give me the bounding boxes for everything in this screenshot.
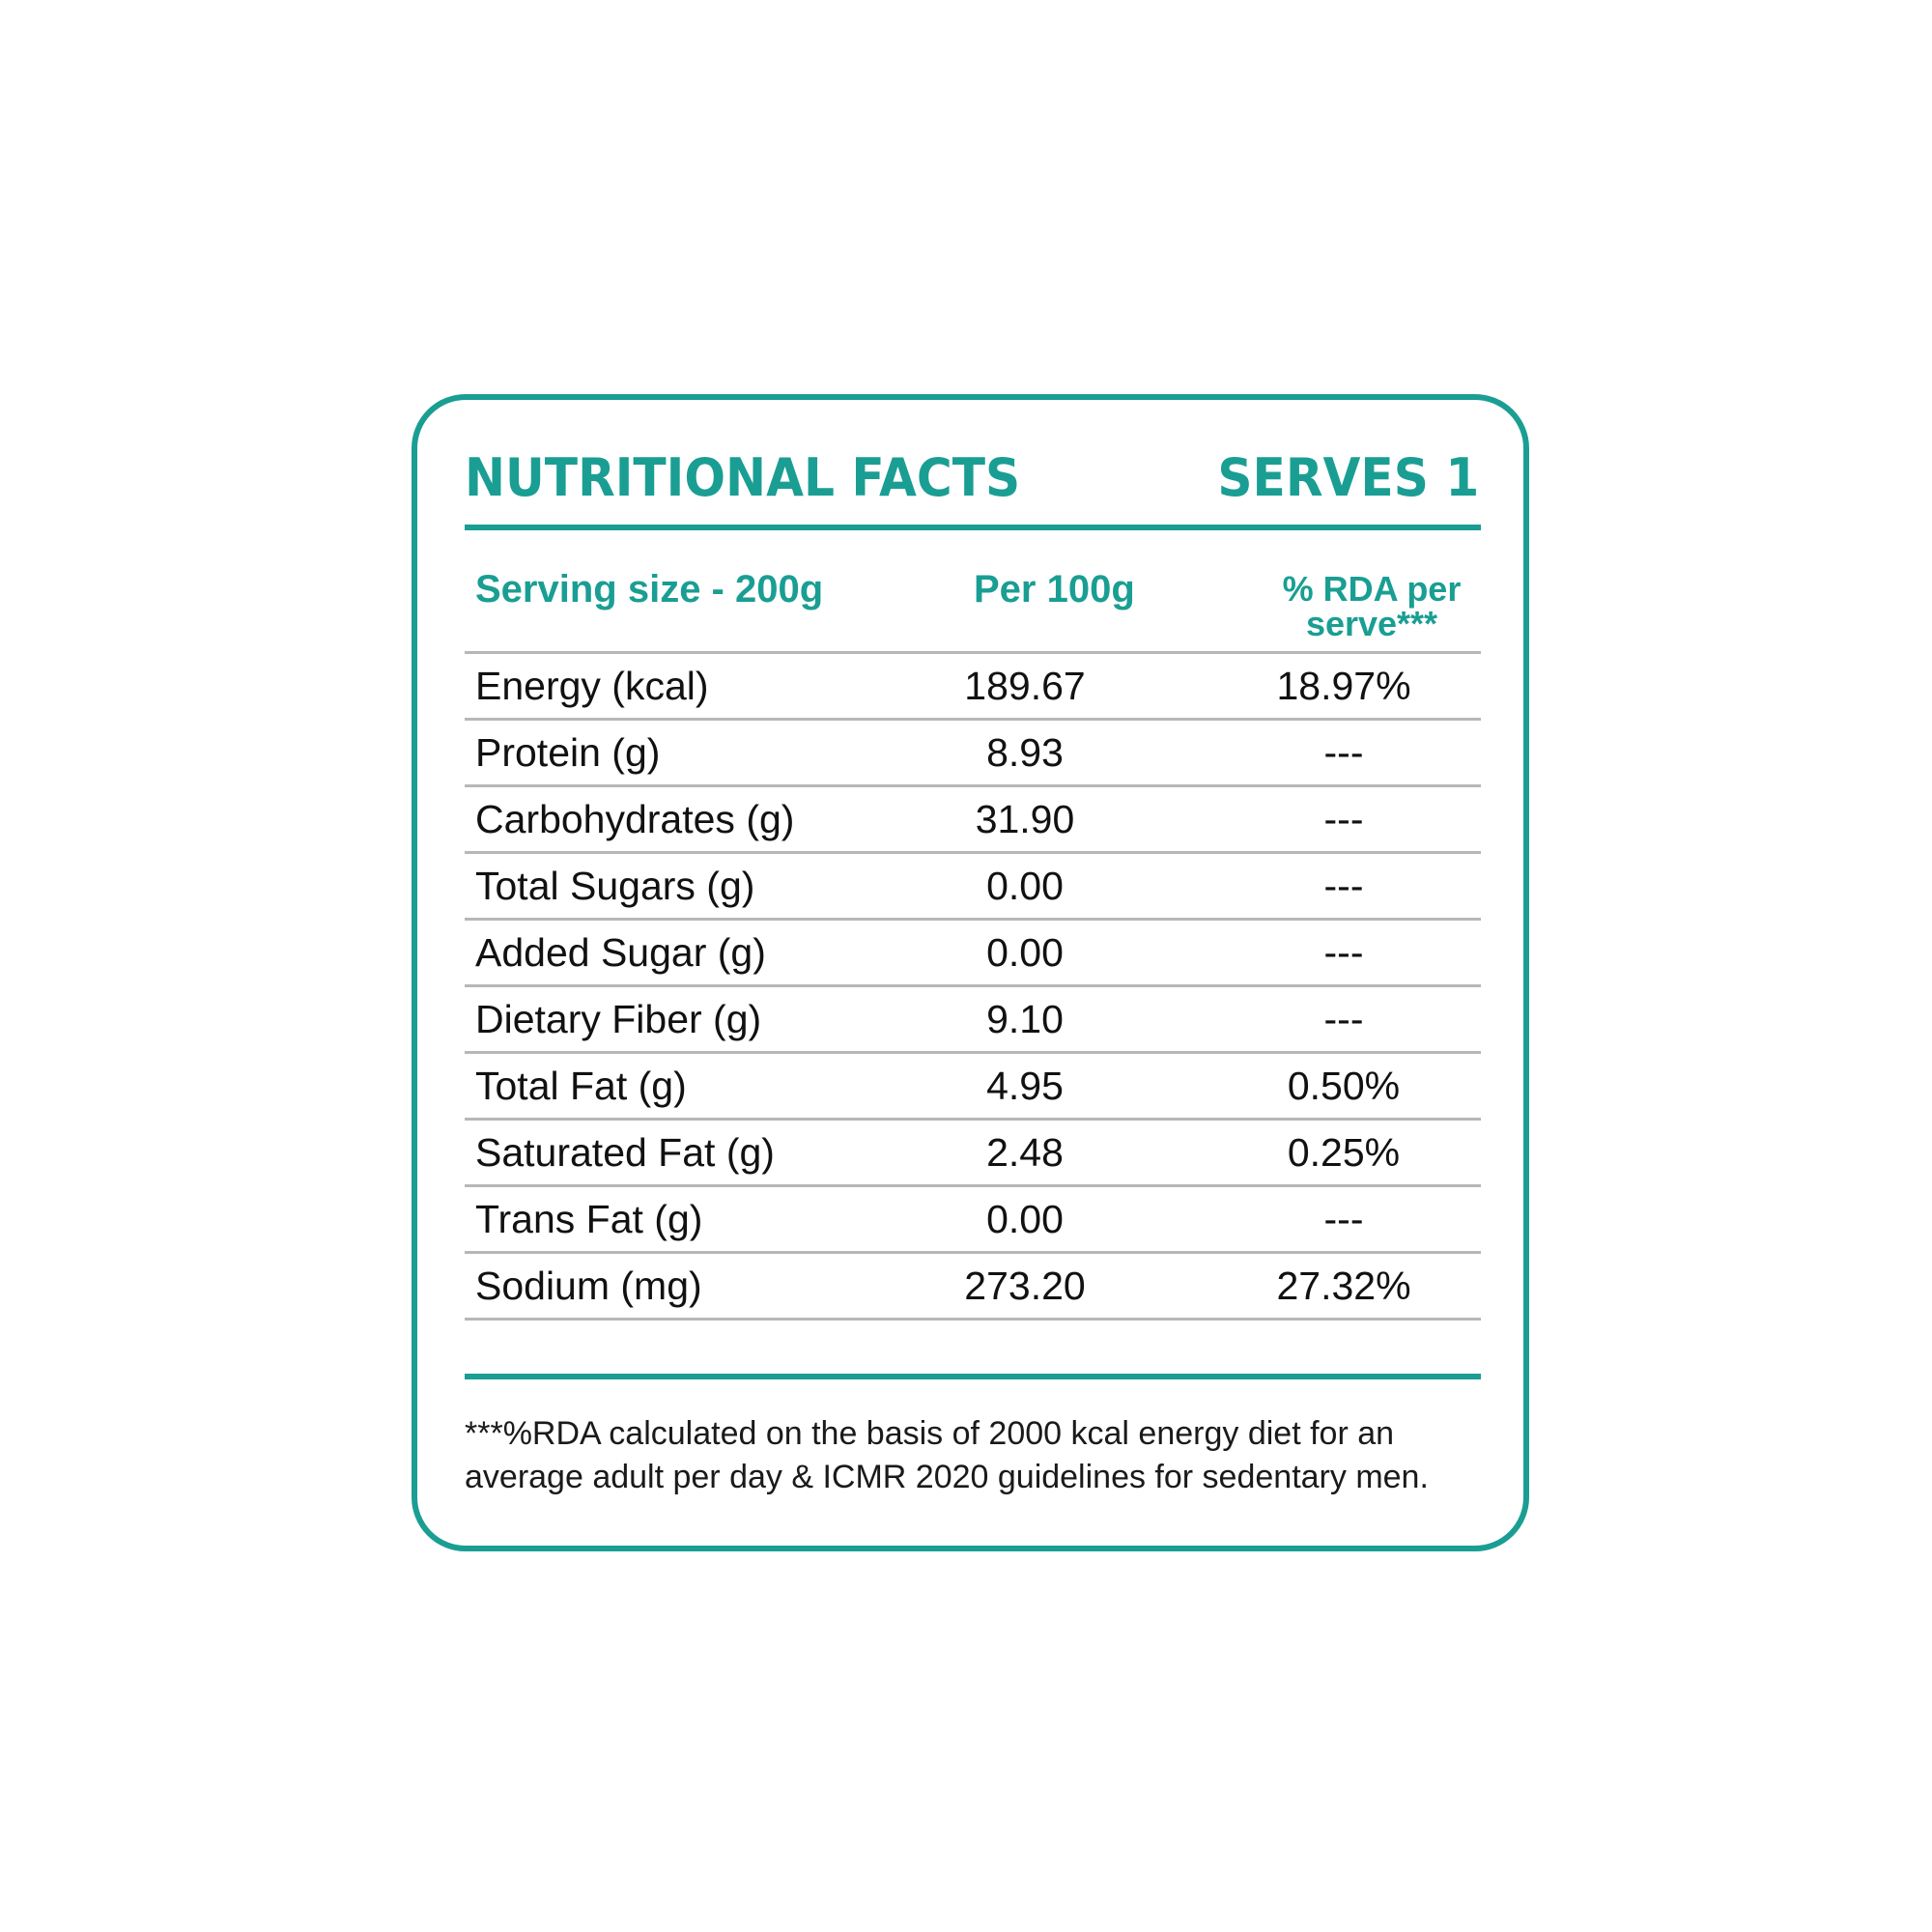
per-100g-value: 2.48 <box>986 1130 1064 1175</box>
nutrient-label: Dietary Fiber (g) <box>475 997 762 1041</box>
footer-divider <box>465 1374 1481 1379</box>
per-100g-value: 0.00 <box>986 864 1064 908</box>
rda-value: --- <box>1323 1197 1364 1241</box>
footnote-line: average adult per day & ICMR 2020 guidelines for sedentary men. <box>465 1459 1429 1495</box>
header-divider <box>465 525 1481 530</box>
table-row <box>465 784 1481 851</box>
nutrient-label: Total Sugars (g) <box>475 864 755 908</box>
nutrient-label: Trans Fat (g) <box>475 1197 703 1241</box>
nutrient-label: Total Fat (g) <box>475 1064 687 1108</box>
rda-header: % RDA per serve*** <box>1282 569 1462 643</box>
table-row <box>465 851 1481 918</box>
table-row <box>465 718 1481 784</box>
rda-value: 27.32% <box>1276 1264 1411 1308</box>
rda-value: --- <box>1323 730 1364 775</box>
rda-value: 0.50% <box>1287 1064 1401 1108</box>
footnote-line: ***%RDA calculated on the basis of 2000 kcal energy diet for an <box>465 1415 1395 1452</box>
table-row <box>465 1118 1481 1184</box>
nutrient-label: Carbohydrates (g) <box>475 797 795 841</box>
table-row <box>465 1184 1481 1251</box>
per-100g-value: 0.00 <box>986 1197 1064 1241</box>
table-row <box>465 918 1481 984</box>
nutrient-label: Added Sugar (g) <box>475 930 766 975</box>
table-row <box>465 1251 1481 1321</box>
per-100g-value: 8.93 <box>986 730 1064 775</box>
per-100g-value: 31.90 <box>975 797 1075 841</box>
nutrient-label: Saturated Fat (g) <box>475 1130 775 1175</box>
table-row <box>465 1051 1481 1118</box>
nutrient-label: Energy (kcal) <box>475 664 709 708</box>
nutrition-table <box>465 651 1481 1321</box>
rda-value: --- <box>1323 864 1364 908</box>
per-100g-header: Per 100g <box>974 568 1135 611</box>
nutrient-label: Protein (g) <box>475 730 661 775</box>
rda-value: 0.25% <box>1287 1130 1401 1175</box>
rda-value: --- <box>1323 997 1364 1041</box>
rda-value: --- <box>1323 797 1364 841</box>
serves-label: SERVES 1 <box>1217 447 1479 508</box>
table-row <box>465 651 1481 718</box>
per-100g-value: 4.95 <box>986 1064 1064 1108</box>
per-100g-value: 9.10 <box>986 997 1064 1041</box>
rda-value: --- <box>1323 930 1364 975</box>
nutrient-label: Sodium (mg) <box>475 1264 702 1308</box>
per-100g-value: 0.00 <box>986 930 1064 975</box>
serving-size-header: Serving size - 200g <box>475 568 824 611</box>
per-100g-value: 273.20 <box>964 1264 1086 1308</box>
table-row <box>465 984 1481 1051</box>
per-100g-value: 189.67 <box>964 664 1086 708</box>
card-header <box>465 444 1479 512</box>
rda-value: 18.97% <box>1276 664 1411 708</box>
nutrition-title: NUTRITIONAL FACTS <box>465 447 1021 508</box>
rda-footnote <box>465 1412 1508 1499</box>
